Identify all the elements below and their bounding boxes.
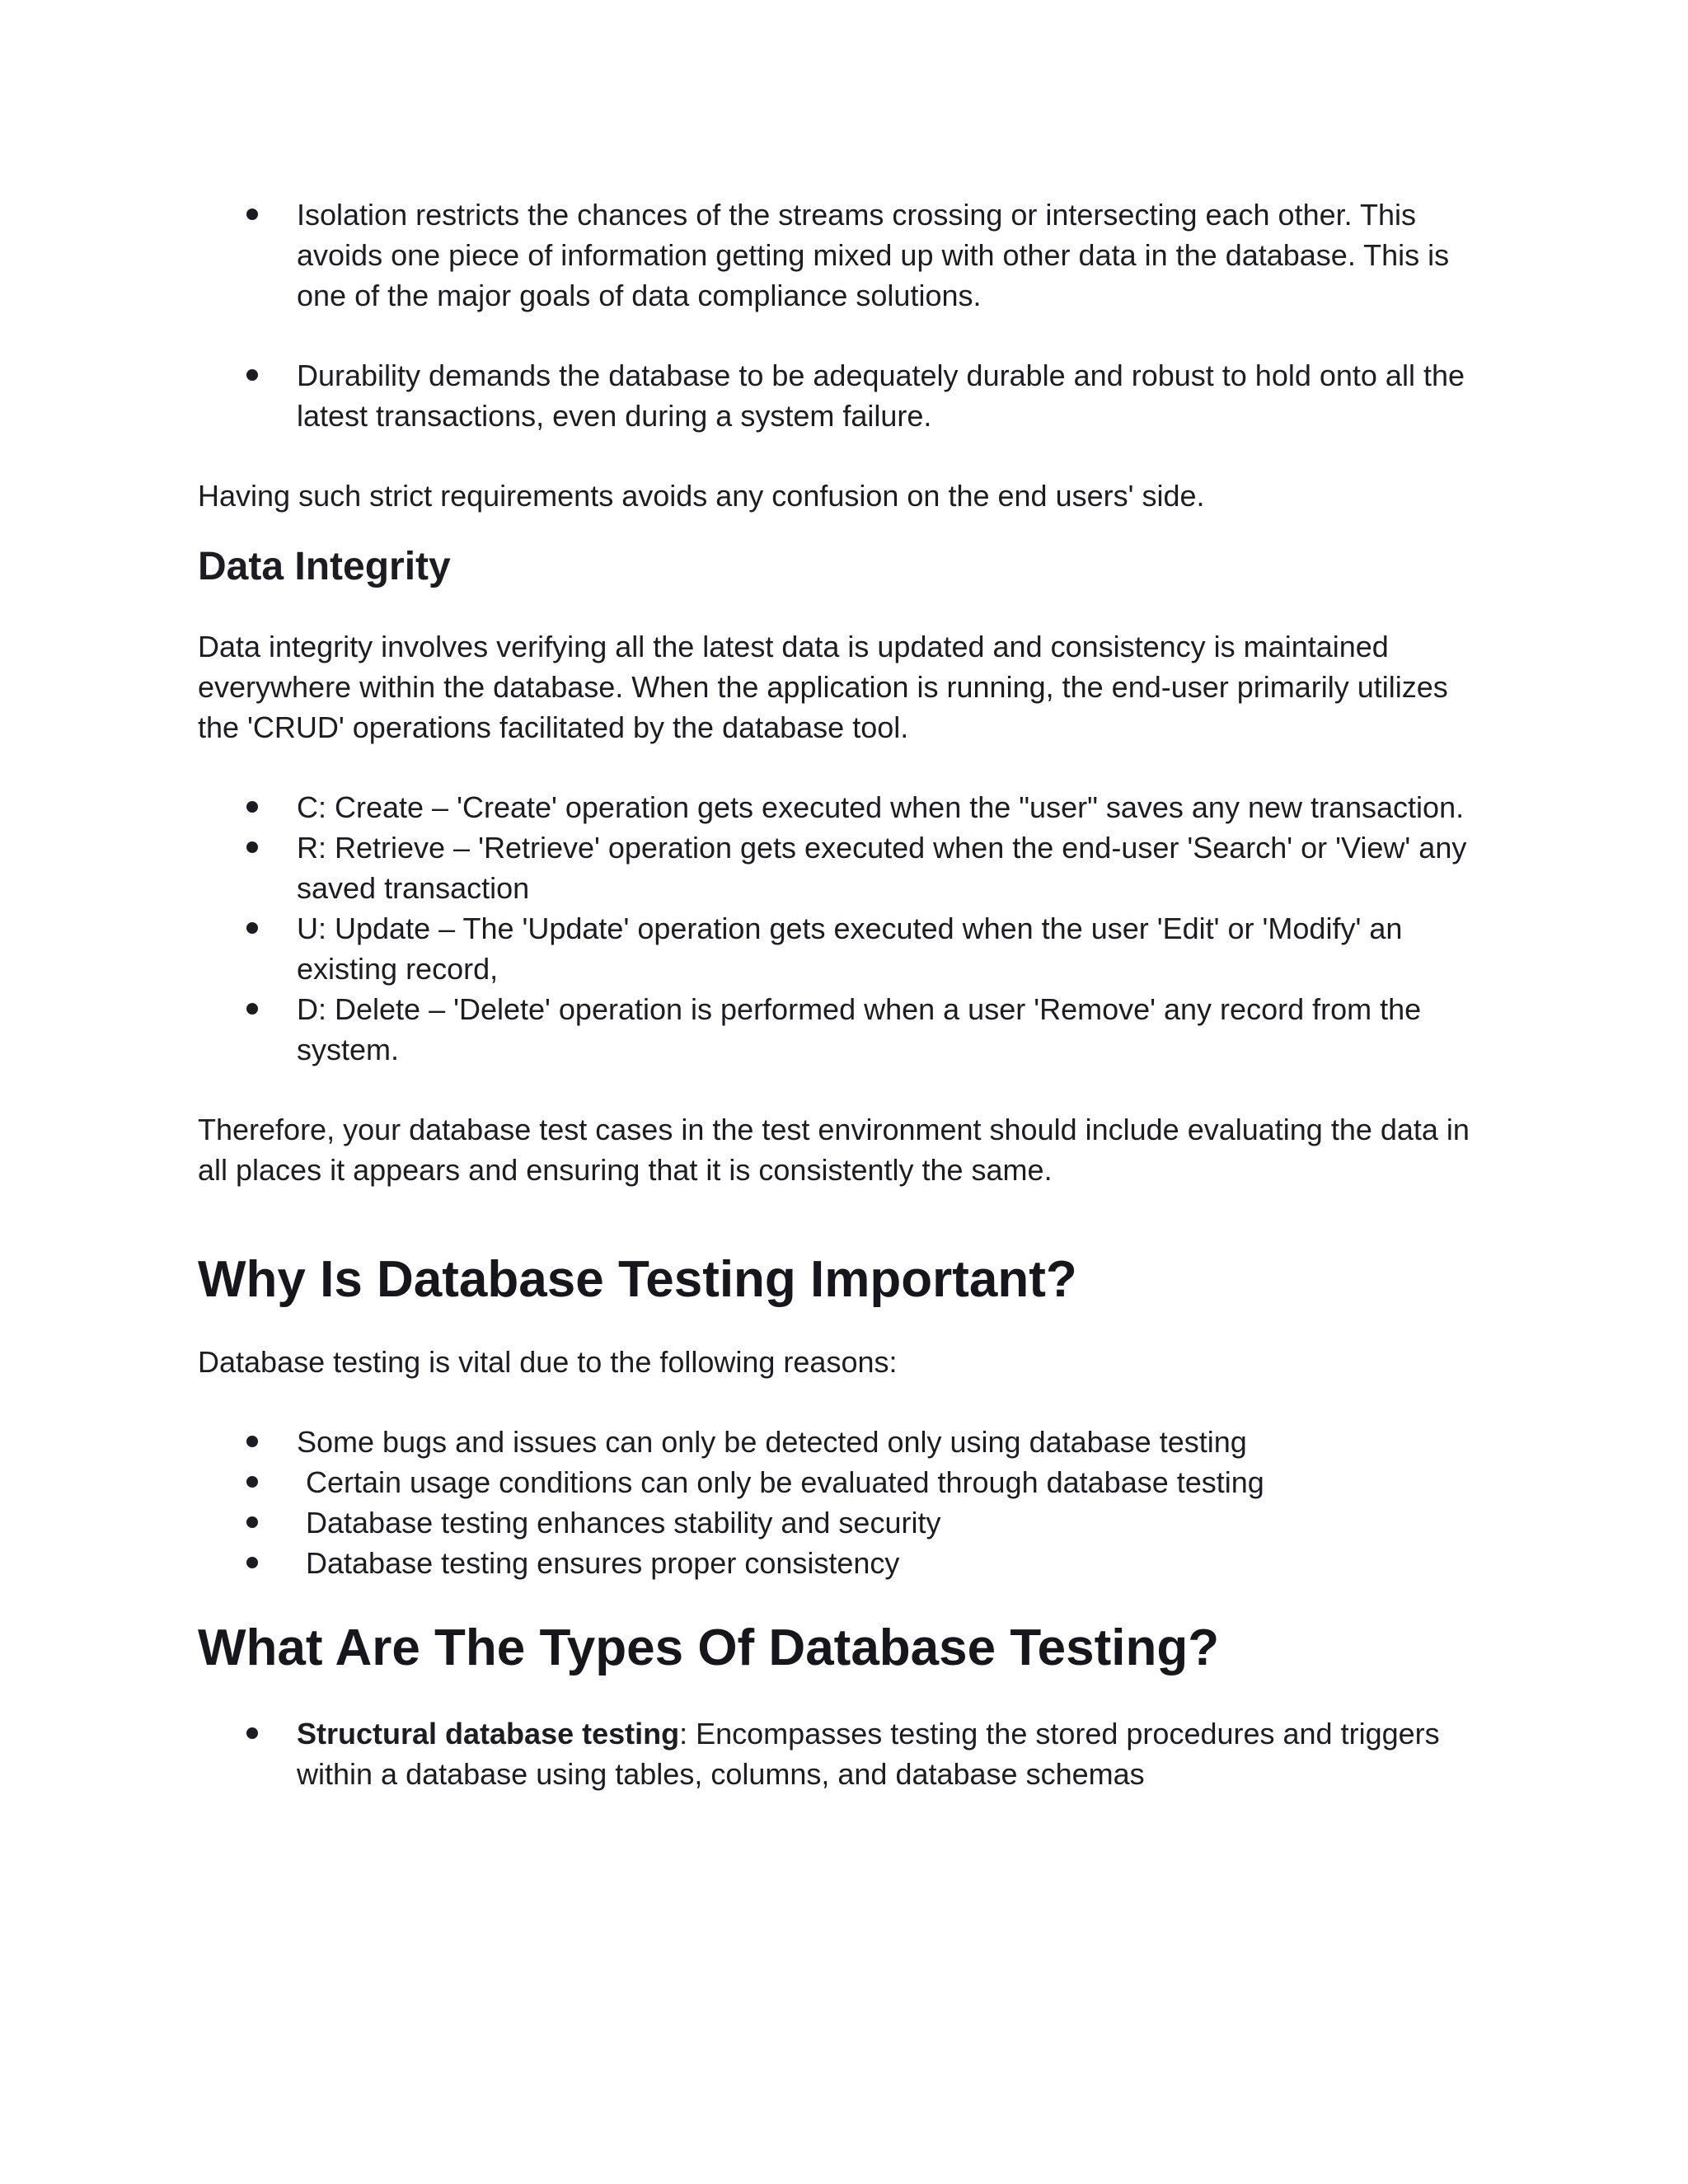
data-integrity-conclusion: Therefore, your database test cases in the test environment should include evaluating the data in all places it appears and ensuring that it is consistently the same.	[198, 1113, 1470, 1187]
bullet-icon	[246, 369, 258, 381]
list-item-text: Certain usage conditions can only be evaluated through database testing	[306, 1465, 1264, 1499]
list-item	[297, 1462, 1484, 1502]
why-intro: Database testing is vital due to the following reasons:	[198, 1345, 898, 1379]
bullet-icon	[246, 922, 258, 934]
bullet-icon	[246, 1476, 258, 1488]
list-item-text: Durability demands the database to be adequately durable and robust to hold onto all the latest transactions, even during a system failure.	[297, 359, 1465, 433]
list-item-text: R: Retrieve – 'Retrieve' operation gets executed when the end-user 'Search' or 'View' any saved transaction	[297, 831, 1467, 905]
bullet-icon	[246, 1516, 258, 1528]
type-term: Structural database testing	[297, 1717, 680, 1750]
data-integrity-intro: Data integrity involves verifying all the latest data is updated and consistency is maintained everywhere within the database. When the application is running, the end-user primarily utilizes the 'CRUD' operations facilitated by the database tool.	[198, 630, 1448, 744]
list-item	[297, 989, 1484, 1070]
list-item	[297, 1713, 1484, 1794]
types-list	[198, 1713, 1484, 1794]
list-item	[297, 1422, 1484, 1462]
crud-list	[198, 787, 1484, 1070]
list-item-text: Isolation restricts the chances of the streams crossing or intersecting each other. This avoids one piece of information getting mixed up with other data in the database. This is one of the major goals of data compliance solutions.	[297, 198, 1450, 312]
list-item	[297, 1543, 1484, 1583]
acid-summary-paragraph: Having such strict requirements avoids any confusion on the end users' side.	[198, 479, 1205, 513]
types-heading: What Are The Types Of Database Testing?	[198, 1619, 1220, 1676]
list-item	[297, 787, 1484, 827]
bullet-icon	[246, 801, 258, 813]
list-item-text: C: Create – 'Create' operation gets executed when the "user" saves any new transaction.	[297, 790, 1465, 824]
list-item	[297, 1502, 1484, 1543]
bullet-icon	[246, 209, 258, 220]
why-heading: Why Is Database Testing Important?	[198, 1251, 1077, 1308]
list-item-text: D: Delete – 'Delete' operation is performed when a user 'Remove' any record from the system.	[297, 992, 1422, 1066]
bullet-icon	[246, 841, 258, 853]
data-integrity-heading: Data Integrity	[198, 545, 451, 588]
bullet-icon	[246, 1557, 258, 1568]
list-item-text: Some bugs and issues can only be detected only using database testing	[297, 1425, 1247, 1459]
type-description: : Encompasses testing the stored procedures and triggers within a database using tables, columns, and database schemas	[297, 1717, 1440, 1791]
reasons-list	[198, 1422, 1484, 1583]
document-page	[198, 194, 1484, 1794]
list-item	[297, 827, 1484, 908]
acid-properties-list	[198, 194, 1484, 436]
bullet-icon	[246, 1436, 258, 1447]
bullet-icon	[246, 1727, 258, 1739]
list-item	[297, 194, 1484, 316]
list-item-text: Database testing ensures proper consistency	[306, 1546, 900, 1580]
list-item-text: U: Update – The 'Update' operation gets executed when the user 'Edit' or 'Modify' an existing record,	[297, 912, 1403, 986]
bullet-icon	[246, 1003, 258, 1015]
list-item-text: Database testing enhances stability and security	[306, 1506, 941, 1540]
list-item	[297, 355, 1484, 436]
list-item	[297, 908, 1484, 989]
